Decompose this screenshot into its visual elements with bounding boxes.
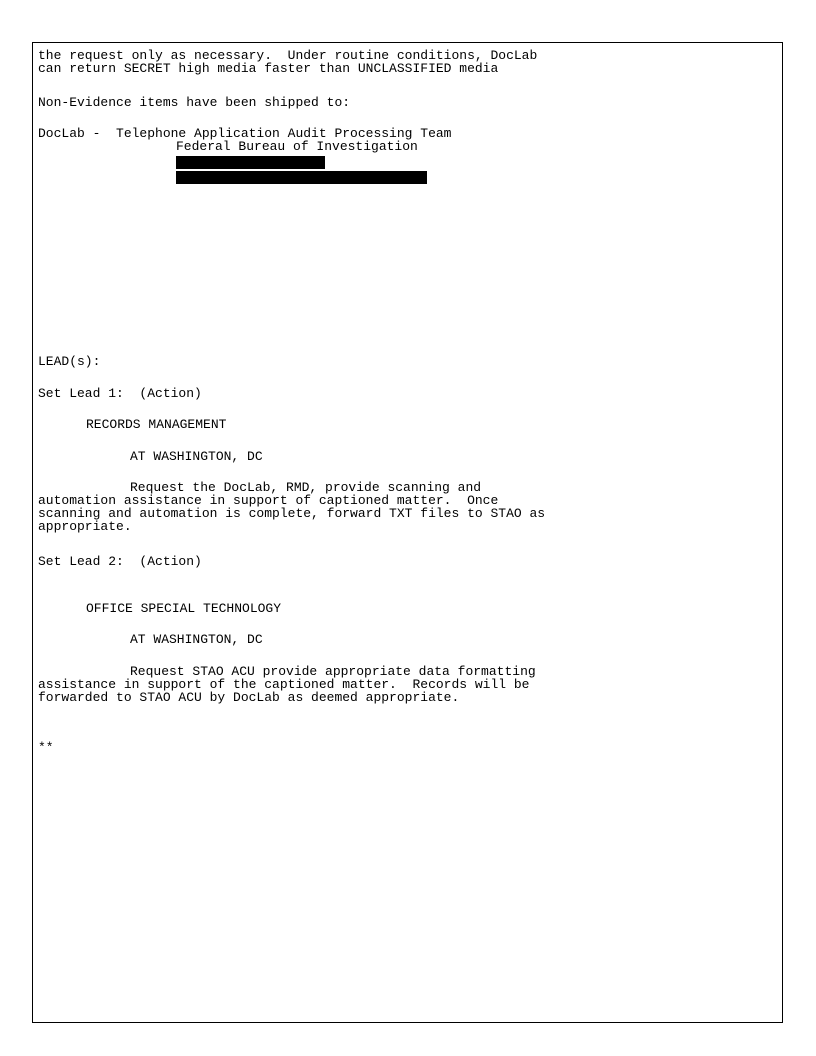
redaction-bar bbox=[176, 171, 427, 184]
lead-2-text-line-2: assistance in support of the captioned matter. Records will be bbox=[38, 677, 530, 692]
lead-2-office: OFFICE SPECIAL TECHNOLOGY bbox=[86, 601, 282, 616]
lead-2-text-line-1: Request STAO ACU provide appropriate data formatting bbox=[130, 664, 536, 679]
redaction-bar bbox=[176, 156, 325, 169]
lead-2-location: AT WASHINGTON, DC bbox=[130, 632, 263, 647]
lead-1-text-line-4: appropriate. bbox=[38, 519, 132, 534]
lead-1-office: RECORDS MANAGEMENT bbox=[86, 417, 227, 432]
page-border bbox=[32, 42, 783, 1023]
lead-1-location: AT WASHINGTON, DC bbox=[130, 449, 263, 464]
shipped-heading: Non-Evidence items have been shipped to: bbox=[38, 95, 351, 110]
lead-2-header: Set Lead 2: (Action) bbox=[38, 554, 202, 569]
lead-2-text-line-3: forwarded to STAO ACU by DocLab as deemed appropriate. bbox=[38, 690, 460, 705]
lead-1-text-line-3: scanning and automation is complete, forward TXT files to STAO as bbox=[38, 506, 546, 521]
address-line-1: DocLab - Telephone Application Audit Processing Team bbox=[38, 126, 452, 141]
leads-heading: LEAD(s): bbox=[38, 354, 101, 369]
intro-line-2: can return SECRET high media faster than UNCLASSIFIED media bbox=[38, 61, 499, 76]
lead-1-text-line-2: automation assistance in support of captioned matter. Once bbox=[38, 493, 499, 508]
lead-1-header: Set Lead 1: (Action) bbox=[38, 386, 202, 401]
intro-line-1: the request only as necessary. Under routine conditions, DocLab bbox=[38, 48, 538, 63]
lead-1-text-line-1: Request the DocLab, RMD, provide scanning and bbox=[130, 480, 482, 495]
address-line-2: Federal Bureau of Investigation bbox=[176, 139, 418, 154]
end-marker: ** bbox=[38, 740, 54, 755]
